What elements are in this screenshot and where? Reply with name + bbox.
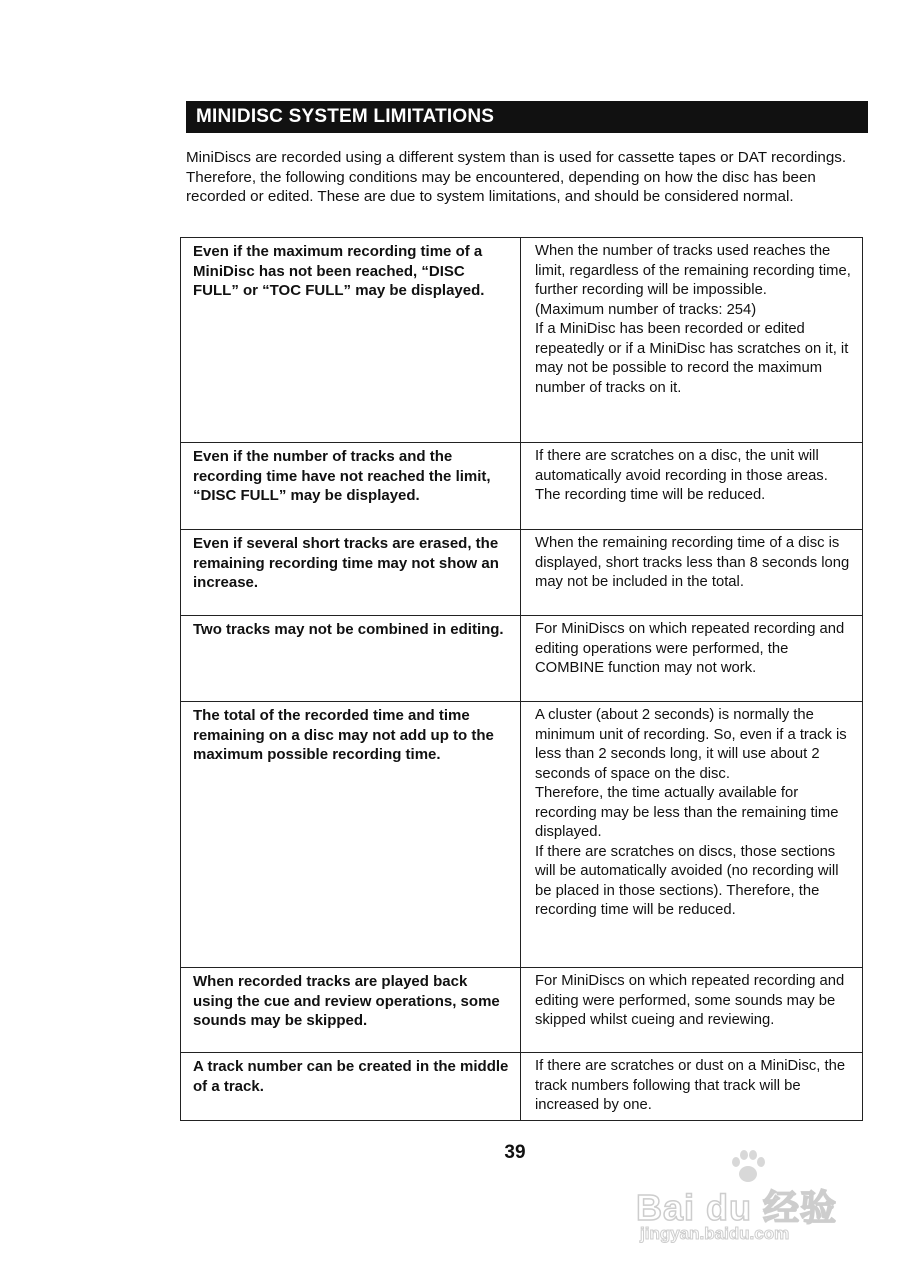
watermark-url: jingyan.baidu.com	[640, 1224, 790, 1243]
table-row	[181, 702, 863, 968]
explanation-text: For MiniDiscs on which repeated recording and editing were performed, some sounds may be skipped whilst cueing and reviewing.	[535, 973, 845, 1028]
explanation-cell	[521, 968, 863, 1053]
intro-paragraph: MiniDiscs are recorded using a different system than is used for cassette tapes or DAT recordings. Therefore, the following conditions may be encountered, depending on how the disc has been recorded or edited. These are due to system limitations, and should be considered normal.	[186, 149, 847, 205]
table-row	[181, 1053, 863, 1121]
explanation-cell	[521, 238, 863, 443]
explanation-text: For MiniDiscs on which repeated recording and editing operations were performed, the COMBINE function may not work.	[535, 621, 845, 676]
table-row	[181, 968, 863, 1053]
condition-cell: The total of the recorded time and time remaining on a disc may not add up to the maximum possible recording time.	[181, 702, 521, 968]
explanation-cell	[521, 616, 863, 702]
explanation-cell	[521, 530, 863, 616]
limitations-table	[180, 237, 863, 1121]
explanation-cell	[521, 443, 863, 530]
paw-icon	[728, 1150, 768, 1184]
condition-cell: Even if the number of tracks and the recording time have not reached the limit, “DISC FULL” may be displayed.	[181, 443, 521, 530]
table-row	[181, 616, 863, 702]
baidu-watermark	[636, 1150, 846, 1250]
table-row	[181, 443, 863, 530]
explanation-cell	[521, 1053, 863, 1121]
condition-cell: When recorded tracks are played back using the cue and review operations, some sounds may be skipped.	[181, 968, 521, 1053]
explanation-cell	[521, 702, 863, 968]
explanation-text: A cluster (about 2 seconds) is normally the minimum unit of recording. So, even if a track is less than 2 seconds long, it will use about 2 seconds of space on the disc. Therefore, the time actually available for recording may be less than the remaining time displayed. If there are scratches on discs, those sections will be automatically avoided (no recording will be placed in those sections). Therefore, the recording time will be reduced.	[535, 707, 847, 918]
page-number: 39	[504, 1142, 526, 1163]
explanation-text: If there are scratches on a disc, the unit will automatically avoid recording in those areas. The recording time will be reduced.	[535, 448, 828, 503]
table-row	[181, 238, 863, 443]
condition-cell: A track number can be created in the middle of a track.	[181, 1053, 521, 1121]
condition-cell: Even if the maximum recording time of a MiniDisc has not been reached, “DISC FULL” or “TOC FULL” may be displayed.	[181, 238, 521, 443]
condition-cell: Two tracks may not be combined in editing.	[181, 616, 521, 702]
table-row	[181, 530, 863, 616]
explanation-text: When the remaining recording time of a disc is displayed, short tracks less than 8 seconds long may not be included in the total.	[535, 535, 850, 590]
explanation-text: If there are scratches or dust on a MiniDisc, the track numbers following that track will be increased by one.	[535, 1058, 846, 1113]
condition-cell: Even if several short tracks are erased, the remaining recording time may not show an increase.	[181, 530, 521, 616]
watermark-brand: Bai du 经验	[636, 1187, 838, 1228]
explanation-text: When the number of tracks used reaches the limit, regardless of the remaining recording time, further recording will be impossible. (Maximum number of tracks: 254) If a MiniDisc has been recorded or edited repeatedly or if a MiniDisc has scratches on it, it may not be possible to record the maximum number of tracks on it.	[535, 243, 851, 396]
section-title: MINIDISC SYSTEM LIMITATIONS	[186, 101, 868, 133]
